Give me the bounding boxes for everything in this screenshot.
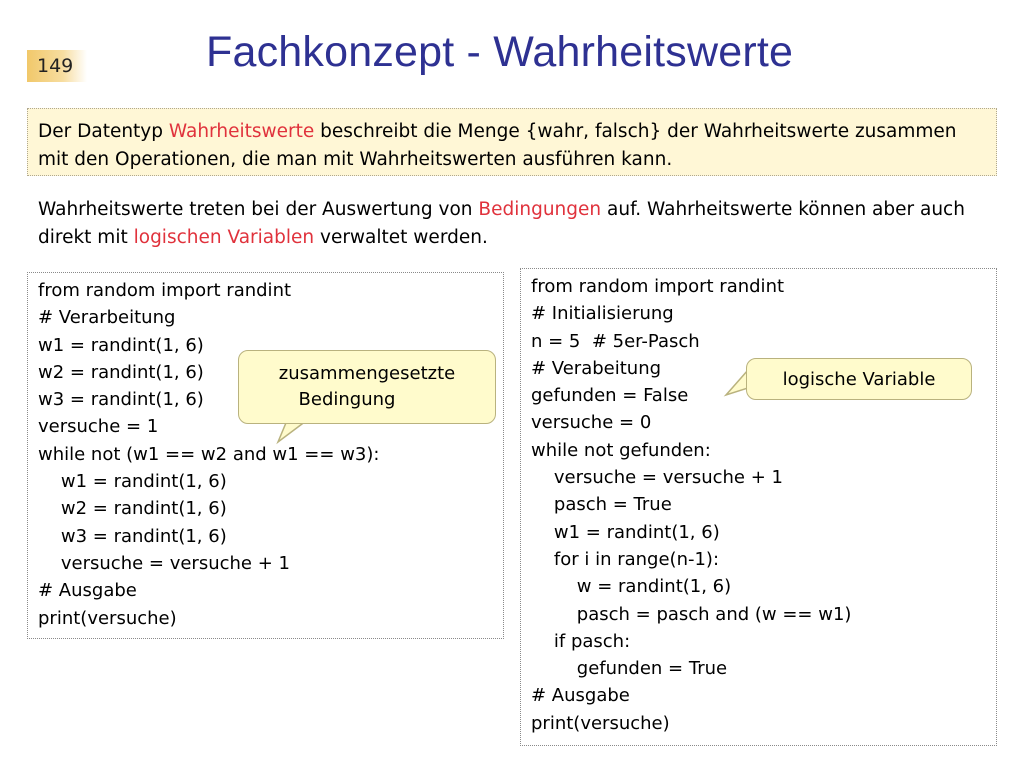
code-line: w2 = randint(1, 6) [38, 498, 227, 520]
code-line: for i in range(n-1): [531, 548, 720, 570]
callout-line: zusammengesetzte [278, 363, 456, 384]
code-line: versuche = 0 [531, 412, 652, 434]
definition-text: beschreibt die Menge {wahr, falsch} der Wahrheitswerte zusammen mit den Operationen, die man mit Wahrheitswerten ausführen kann. [38, 121, 957, 170]
callout-line: Bedingung [298, 389, 396, 410]
code-line: from random import randint [531, 276, 785, 297]
code-line: while not gefunden: [531, 439, 711, 461]
callout-compound-condition [238, 350, 496, 424]
code-line: w1 = randint(1, 6) [531, 521, 720, 543]
code-line: # Initialisierung [531, 303, 674, 325]
callout-text: logische Variable [782, 369, 936, 390]
code-line: pasch = True [531, 494, 672, 516]
code-line: w2 = randint(1, 6) [38, 361, 204, 383]
code-line: versuche = 1 [38, 416, 159, 438]
code-line: while not (w1 == w2 and w1 == w3): [38, 443, 380, 465]
code-block-left [27, 272, 504, 639]
definition-box [27, 108, 997, 176]
code-line: # Ausgabe [531, 685, 630, 707]
code-line: print(versuche) [531, 712, 670, 734]
code-line: w3 = randint(1, 6) [38, 525, 227, 547]
intro-text: verwaltet werden. [314, 227, 488, 248]
code-line: # Verabeitung [531, 357, 662, 379]
intro-paragraph [38, 196, 998, 252]
code-line: # Verarbeitung [38, 307, 176, 329]
code-line: versuche = versuche + 1 [38, 552, 290, 574]
intro-term-logische-variablen: logischen Variablen [133, 227, 315, 248]
intro-term-bedingungen: Bedingungen [478, 199, 602, 220]
code-line: # Ausgabe [38, 580, 137, 602]
code-line: pasch = pasch and (w == w1) [531, 603, 852, 625]
code-line: print(versuche) [38, 607, 177, 629]
code-line: from random import randint [38, 280, 292, 301]
code-block-right [520, 268, 997, 746]
code-line: w1 = randint(1, 6) [38, 471, 227, 493]
code-line: w = randint(1, 6) [531, 576, 732, 598]
intro-text: Wahrheitswerte treten bei der Auswertung von [38, 199, 479, 220]
definition-text: Der Datentyp [38, 121, 169, 142]
code-line: w1 = randint(1, 6) [38, 334, 204, 356]
page-number: 149 [27, 50, 87, 82]
intro-text: auf. Wahrheitswerte können aber auch direkt mit [38, 199, 965, 248]
code-line: gefunden = True [531, 658, 728, 680]
code-line: w3 = randint(1, 6) [38, 389, 204, 411]
definition-term: Wahrheitswerte [168, 121, 315, 142]
code-line: n = 5 # 5er-Pasch [531, 330, 700, 352]
callout-logical-variable [746, 358, 972, 400]
code-line: if pasch: [531, 630, 631, 652]
code-line: gefunden = False [531, 385, 689, 407]
page-title: Fachkonzept - Wahrheitswerte [206, 28, 794, 76]
code-line: versuche = versuche + 1 [531, 467, 783, 489]
